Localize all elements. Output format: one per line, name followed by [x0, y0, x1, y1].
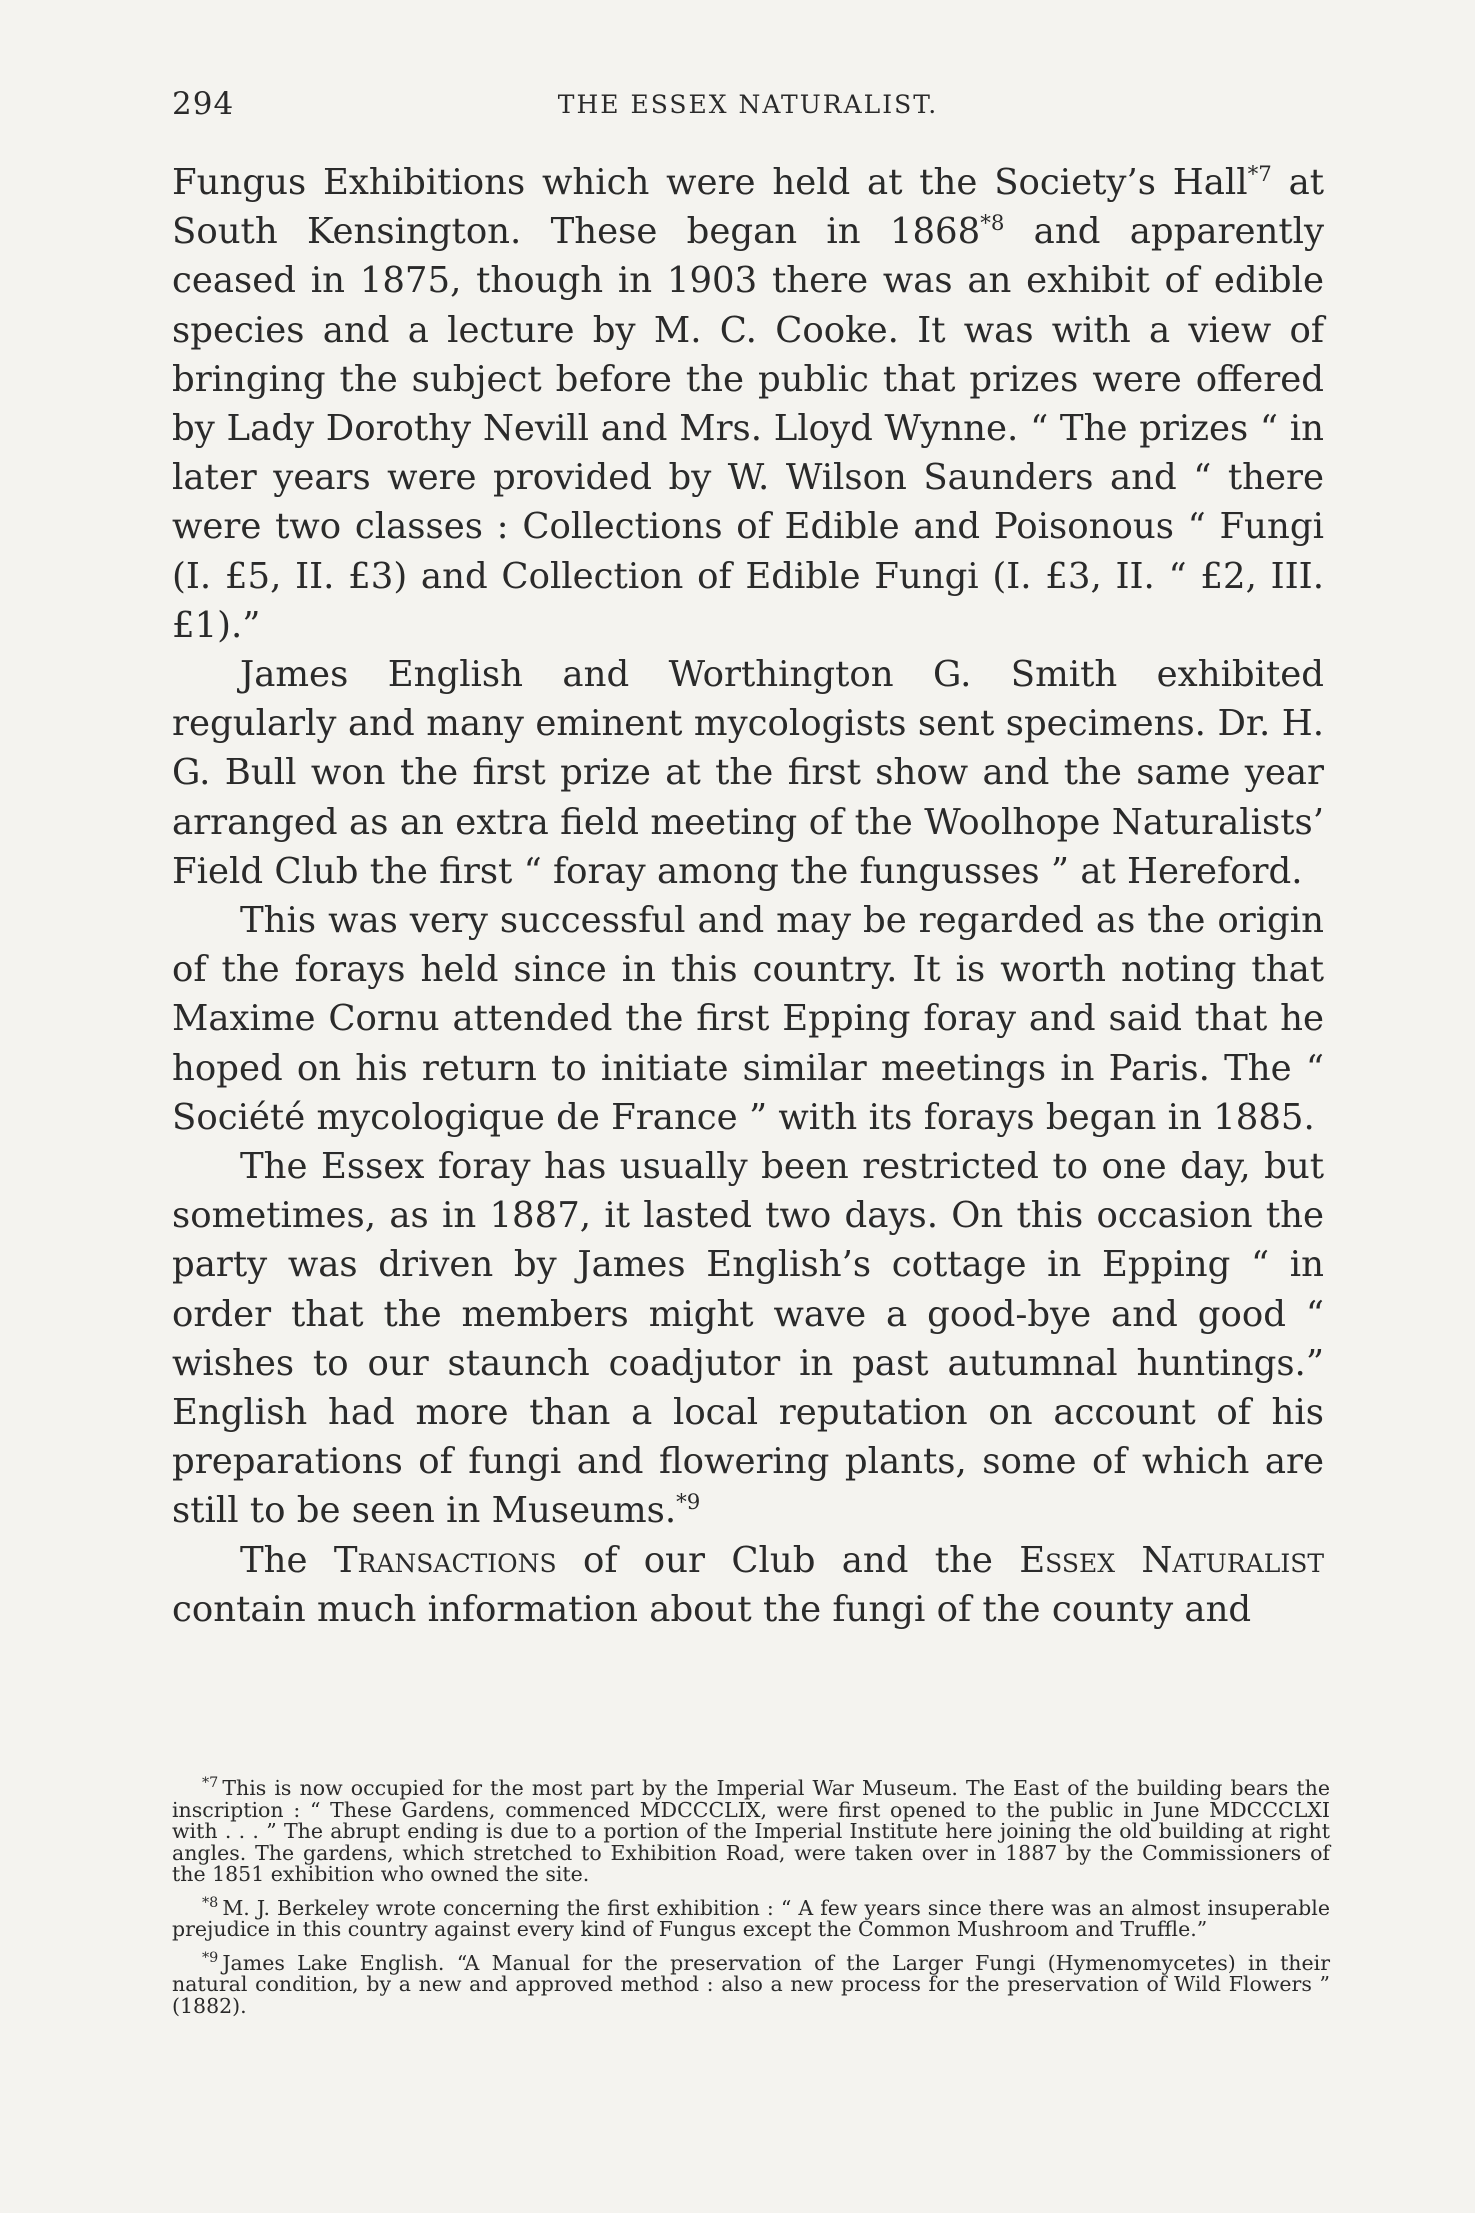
paragraph-4	[172, 1142, 1324, 1536]
footnotes	[172, 1775, 1330, 2029]
footnote-8	[172, 1894, 1330, 1941]
footnote-mark: *8	[202, 1894, 219, 1911]
page-number: 294	[172, 86, 235, 122]
main-text	[172, 158, 1324, 1634]
text-segment: The	[240, 1539, 334, 1581]
journal-title: THE ESSEX NATURALIST.	[557, 90, 939, 119]
running-head	[172, 86, 1324, 130]
footnote-text: M. J. Berkeley wrote concerning the first exhibition : “ A few years since there was an almost insuperable prejudice in this country against every kind of Fungus except the Common Mushroom and Truffle.”	[172, 1895, 1330, 1941]
footnote-text: This is now occupied for the most part by the Imperial War Museum. The East of the building bears the inscription : “ These Gardens, commenced MDCCCLIX, were first opened to the public in June MDCCCLXI with . . . ” The abrupt ending is due to a portion of the Imperial Institute here joining the old building at right angles. The gardens, which stretched to Exhibition Road, were taken over in 1887 by the Commissioners of the 1851 exhibition who owned the site.	[172, 1776, 1330, 1886]
footnote-mark: *7	[202, 1775, 219, 1792]
text-segment: of our Club and the	[556, 1539, 1020, 1581]
text-segment: and apparently ceased in 1875, though in 1903 there was an exhibit of edible species and a lecture by M. C. Cooke. It was with a view of bringing the subject before the public that prizes were offered by Lady Dorothy Nevill and Mrs. Lloyd Wynne. “ The prizes “ in later years were provided by W. Wilson Saunders and “ there were two classes : Collections of Edible and Poisonous “ Fungi (I. £5, II. £3) and Collection of Edible Fungi (I. £3, II. “ £2, III. £1).”	[172, 211, 1324, 646]
essex-naturalist-title: Essex Naturalist	[1019, 1539, 1325, 1581]
footnote-ref-7: *7	[1247, 162, 1272, 188]
footnote-text: James Lake English. “A Manual for the preservation of the Larger Fungi (Hymenomycetes) in their natural condition, by a new and approved method : also a new process for the preservation of Wild Flowers ” (1882).	[172, 1950, 1330, 2018]
text-segment: The Essex foray has usually been restricted to one day, but sometimes, as in 1887, it lasted two days. On this occasion the party was driven by James English’s cottage in Epping “ in order that the members might wave a good-bye and good “ wishes to our staunch coadjutor in past autumnal huntings.” English had more than a local reputation on account of his preparations of fungi and flowering plants, some of which are still to be seen in Museums.	[172, 1146, 1324, 1532]
footnote-9	[172, 1949, 1330, 2018]
footnote-mark: *9	[202, 1949, 219, 1966]
text-segment: at South Kensington. These began in 1868	[172, 162, 1324, 253]
footnote-ref-9: *9	[676, 1490, 701, 1516]
text-segment: Fungus Exhibitions which were held at the Society’s Hall	[172, 162, 1248, 203]
footnote-7	[172, 1775, 1330, 1886]
transactions-title: Transactions	[333, 1539, 557, 1581]
paragraph-3: This was very successful and may be regarded as the origin of the forays held since in this country. It is worth noting that Maxime Cornu attended the first Epping foray and said that he hoped on his return to initiate similar meetings in Paris. The “ Société mycologique de France ” with its forays began in 1885.	[172, 900, 1324, 1138]
footnote-ref-8: *8	[980, 211, 1005, 237]
paragraph-5	[172, 1536, 1324, 1634]
paragraph-2: James English and Worthington G. Smith exhibited regularly and many eminent mycologists sent specimens. Dr. H. G. Bull won the first prize at the first show and the same year arranged as an extra field meeting of the Woolhope Naturalists’ Field Club the first “ foray among the fungusses ” at Hereford.	[172, 654, 1324, 892]
text-segment: contain much information about the fungi of the county and	[172, 1588, 1252, 1630]
paragraph-1	[172, 158, 1324, 650]
